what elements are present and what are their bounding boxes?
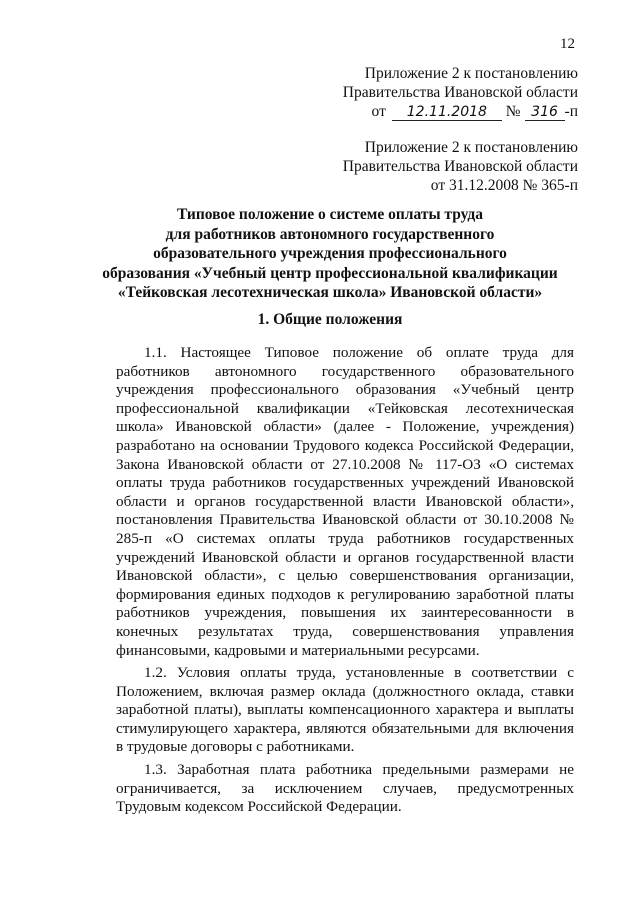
attachment-header-new <box>343 64 578 121</box>
paragraph-1-3: 1.3. Заработная плата работника предельными размерами не ограничивается, за исключением случаев, предусмотренных Трудовым кодексом Российской Федерации. <box>116 761 574 816</box>
section-heading: 1. Общие положения <box>257 311 403 328</box>
title-line-5: «Тейковская лесотехническая школа» Ивановской области» <box>117 284 543 301</box>
title-line-1: Типовое положение о системе оплаты труда <box>176 206 484 223</box>
attachment-old-line-3: от 31.12.2008 № 365-п <box>430 177 578 194</box>
paragraph-1-2: 1.2. Условия оплаты труда, установленные в соответствии с Положением, включая размер оклада (должностного оклада, ставки заработной платы), выплаты компенсационного характера и выплаты стимулирующего характера, являются обязательными для включения в трудовые договоры с работниками. <box>116 664 574 756</box>
title-line-4: образования «Учебный центр профессиональной квалификации <box>102 264 558 282</box>
attachment-old-line-2: Правительства Ивановской области <box>342 158 578 175</box>
date-prefix: от <box>371 103 386 120</box>
paragraph-1-1: 1.1. Настоящее Типовое положение об оплате труда для работников автономного государственного образовательного учреждения профессионального образования «Учебный центр профессиональной квалификации «Тейковская лесотехническая школа» Ивановской области» (далее - Положение, учреждения) разработано на основании Трудового кодекса Российской Федерации, Закона Ивановской области от 27.10.2008 № 117-ОЗ «О системах оплаты труда работников государственных учреждений Ивановской области и органов государственной власти Ивановской области», постановления Правительства Ивановской области от 30.10.2008 № 285-п «О системах оплаты труда работников государственных учреждений Ивановской области и органов государственной власти Ивановской области», с целью совершенствования организации, формирования единых подходов к регулированию заработной платы работников учреждения, повышения их заинтересованности в конечных результатах труда, совершенствования управления финансовыми, кадровыми и материальными ресурсами. <box>116 344 574 659</box>
title-line-3: образовательного учреждения профессионального <box>153 245 507 262</box>
page-number: 12 <box>560 36 575 52</box>
attachment-line-2: Правительства Ивановской области <box>342 84 578 101</box>
handwritten-number: 316 <box>525 105 565 121</box>
handwritten-date: 12.11.2018 <box>392 105 502 121</box>
number-prefix: № <box>505 103 521 120</box>
title-line-2: для работников автономного государственного <box>165 225 495 243</box>
section-body <box>116 344 574 821</box>
attachment-old-line-1: Приложение 2 к постановлению <box>364 139 578 156</box>
attachment-line-1: Приложение 2 к постановлению <box>364 65 578 82</box>
attachment-date-line <box>343 102 578 121</box>
attachment-header-old <box>343 138 578 195</box>
number-suffix: -п <box>564 103 578 120</box>
document-title <box>100 205 560 303</box>
